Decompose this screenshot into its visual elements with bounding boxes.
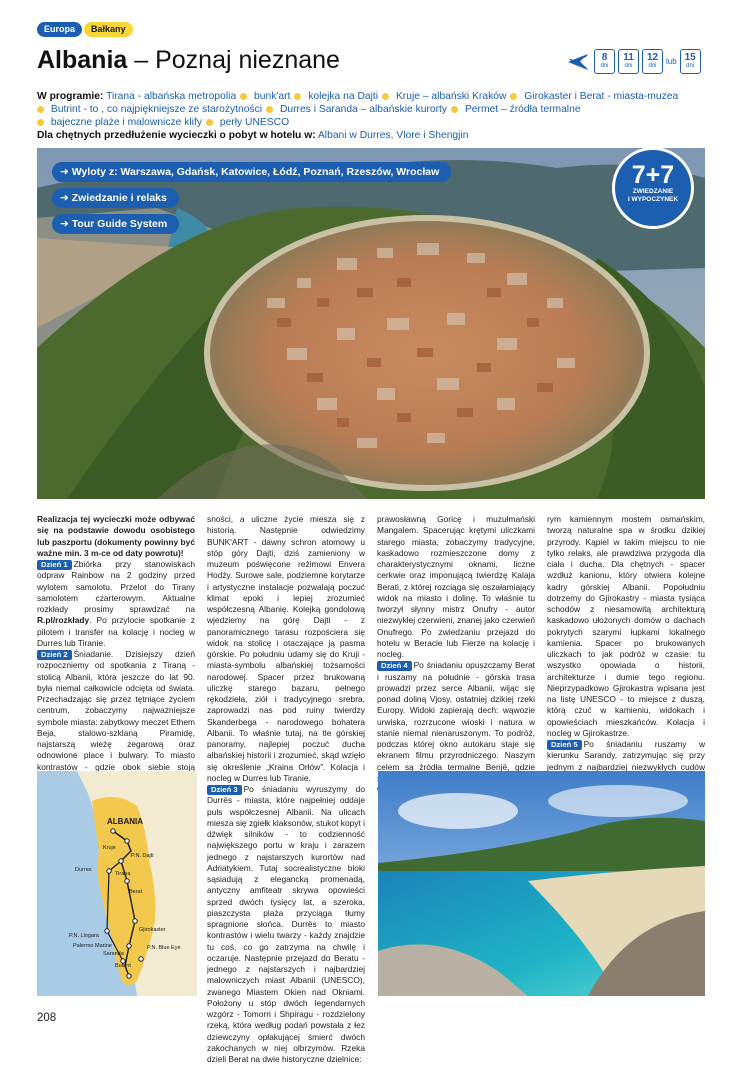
map-place-blue-eye: P.N. Blue Eye <box>147 945 181 951</box>
day-2-tag: Dzień 2 <box>37 650 72 660</box>
map-place-gjirokaster: Gjirokaster <box>139 927 166 933</box>
map-place-palermo: Palermo Marine <box>73 943 112 949</box>
program-item: kolejka na Dajti <box>308 91 379 102</box>
duration-12-days[interactable]: 12 dni <box>642 49 663 74</box>
map-place-berat: Berat <box>129 889 143 895</box>
badge-line-1: ZWIEDZANIE <box>632 188 674 195</box>
program-item: perły UNESCO <box>219 117 290 128</box>
bullet-icon <box>382 93 389 100</box>
map-place-saranda: Saranda <box>103 951 124 957</box>
breadcrumb-europe[interactable]: Europa <box>37 22 82 37</box>
title-country: Albania <box>37 46 128 74</box>
document-notice: Realizacja tej wycieczki może odbywać się na podstawie dowodu osobistego lub paszportu (dokumenty powinny być ważne min. 3 m-ce od daty powrotu)! <box>37 514 195 558</box>
program-item: bajeczne plaże i malownicze klify <box>50 117 202 128</box>
program-item: Tirana - albańska metropolia <box>106 91 237 102</box>
bullet-icon <box>37 106 44 113</box>
day-2-continued: sności, a uliczne życie miesza się z historią. Następnie odwiedzimy BUNK'ART - dawny schron atomowy u stóp góry Dajti, dziś zamieniony w muzeum poświęcone reżimowi Envera Hodży. Surowe sale, podziemne korytarze i artystyczne instalacje pozwalają poczuć klimat epoki i lepiej zrozumieć współczesną Albanię. Kolejką gondolową wjedziemy na górę Dajti - z panoramicznego tarasu rozpościera się widok na stolicę i otaczające ją pasma górskie. Po południu udamy się do Kruji - miasta-symbolu albańskiej tożsamości narodowej. Spacer przez brukowaną uliczkę starego bazaru, pełnego rękodzieła, ziół i tradycyjnego srebra, zaprowadzi nas pod ruiny twierdzy Skanderbega - narodowego bohatera Albanii. To właśnie tutaj, na tle górskiej panoramy, najlepiej poczuć ducha albańskiej historii i zrozumieć, skąd wzięło się określenie „Kraina Orłów”. Kolacja i nocleg w Durres lub Tiranie. <box>207 514 365 783</box>
map-place-durres: Durres <box>75 867 92 873</box>
duration-or: lub <box>666 57 677 66</box>
program-item: Kruje – albański Kraków <box>395 91 507 102</box>
day-4-text: Po śniadaniu opuszczamy Berat i ruszamy na południe - górska trasa prowadzi przez serce Albanii, wijąc się ponad doliną Vjosy, ostatniej dzikiej rzeki Europy. Widoki zapierają dech: wąwozie urwiska, rozrzucone wioski i natura w stanie niemal nienaruszonym. To podróż, podczas której okno autokaru staje się ekranem filmu przyrodniczego. Naszym celem są źródła termalne Benjë, gdzie <box>377 660 535 772</box>
bullet-icon <box>510 93 517 100</box>
day-1-text: Zbiórka przy stanowiskach odpraw Rainbow na 2 godziny przed wylotem samolotu. Przelot do Tirany samolotem czarterowym. Aktualne rozkłady prosimy sprawdzać na <box>37 559 195 614</box>
map-place-kruje: Kruje <box>103 845 116 851</box>
extension-label: Dla chętnych przedłużenie wycieczki o pobyt w hotelu w: <box>37 130 316 141</box>
plane-icon <box>566 50 590 72</box>
bullet-icon <box>266 106 273 113</box>
day-5-text: Po śniadaniu ruszamy w kierunku Sarandy, zatrzymując się przy jednym z najbardziej niezwykłych cudów <box>547 739 705 772</box>
bullet-icon <box>206 119 213 126</box>
program-item: bunk'art <box>254 91 291 102</box>
text-column-4 <box>547 514 705 795</box>
program-item: Permet – źródła termalne <box>464 104 581 115</box>
bullet-icon <box>451 106 458 113</box>
program-item: Girokaster i Berat - miasta-muzea <box>524 91 679 102</box>
page-title <box>37 46 340 75</box>
day-3-continued: prawosławną Goricę i muzułmański Mangalem. Spacerując krętymi uliczkami starego miasta, zobaczymy tradycyjne, kaskadowo rozmieszczone domy z charakterystycznymi oknami, liczne cerkwie oraz imponującą twierdzę Kalaja Berati, z której rozciąga się oszałamiający widok na miasto i dolinę. To właśnie tu tworzył słynny mistrz Onufry - autor niezwykłej czerwieni, znanej jako czerwień Onufrego. Po zwiedzaniu przejazd do hotelu w Beracie lub Fierze na kolację i nocleg. <box>377 514 535 659</box>
sightseeing-pill: ➜ Zwiedzanie i relaks <box>52 188 179 208</box>
bullet-icon <box>294 93 301 100</box>
bullet-icon <box>37 119 44 126</box>
beach-image <box>378 771 705 996</box>
breadcrumb-balkans[interactable]: Bałkany <box>84 22 133 37</box>
badge-line-2: I WYPOCZYNEK <box>627 196 679 203</box>
day-4-continued: rym kamiennym mostem osmańskim, tworzą naturalne spa w środku dzikiej przyrody. Kąpiel w takim miejscu to nie tylko relaks, ale prawdziwa przygoda dla ciała i ducha. Dla chętnych - spacer wzdłuż kanionu, który otwiera kolejne kadry górskiej Albanii. Popołudniu dotrzemy do Gjirokastry - miasta tysiąca schodów z niesamowitą architekturą kaskadowo ułożonych domów o dachach pokrytych szarymi łupkami lokalnego kamienia. Spacer po brukowanych uliczkach to jak podróż w czasie: tu wszystko opowiada o historii, architekturze i dumie tego regionu. Nieprzypadkowo Gjirokastra wpisana jest na listę UNESCO - to miejsce z duszą, którą czuć w kamieniu, widokach i opowieściach mieszkańców. Kolacja i nocleg w Gjirokastrze. <box>547 514 705 738</box>
map-place-llogara: P.N. Llogara <box>69 933 99 939</box>
text-column-3 <box>377 514 535 795</box>
program-list <box>37 90 717 142</box>
badge-number: 7+7 <box>631 161 675 189</box>
day-3-text: Po śniadaniu wyruszymy do Durrës - miasta, które najpełniej oddaje puls współczesnej Albanii. Na ulicach miesza się zgiełk klaksonów, stukot kopyt i dźwięk silników - to codzienność największego portu w kraju i zarazem jednego z najstarszych kurortów nad Adriatykiem. Tutaj socrealistyczne bloki sąsiadują z elegancką promenadą, antyczny amfiteatr skrywa opowieści sprzed dwóch tysięcy lat, a szeroka, piaszczysta plaża przyciąga tłumy spragnione słońca. Durrës to miasto kontrastów i wielu twarzy - każdy znajdzie tu coś, co go zatrzyma na chwilę i oczaruje. Następnie przejazd do Beratu - jednego z najstarszych i najbardziej malowniczych miast Albanii (UNESCO), zwanego Miastem Okien nad Okniami. Położony u stóp dwóch legendarnych wzgórz - Tomorri i Shpiragu - rozdzielony rzeką, która według podań powstała z łez dziewczyny opłakującej śmierć dwóch zakochanych w niej olbrzymów. Rzeka dzieli Berat na dwie historyczne dzielnice: <box>207 784 365 1064</box>
map-place-dajti: P.N. Dajti <box>131 853 154 859</box>
bullet-icon <box>240 93 247 100</box>
day-4-tag: Dzień 4 <box>377 661 412 671</box>
map-country-label: ALBANIA <box>107 817 143 826</box>
day-1-text-end: . Po przylocie spotkanie z pilotem i transfer na kolację i nocleg w Durres lub Tiranie. <box>37 615 195 648</box>
map-place-tirana: Tirana <box>115 871 131 877</box>
day-3-tag: Dzień 3 <box>207 785 242 795</box>
schedule-link[interactable]: R.pl/rozkłady <box>37 615 90 626</box>
text-column-2 <box>207 514 365 1065</box>
day-1-tag: Dzień 1 <box>37 560 72 570</box>
program-item: Butrint - to , co najpiękniejsze ze starożytności <box>50 104 263 115</box>
beach-photo <box>378 771 705 996</box>
extension-value: Albani w Durres, Vlore i Shengjin <box>317 130 469 141</box>
departures-pill: ➜ Wyloty z: Warszawa, Gdańsk, Katowice, Łódź, Poznań, Rzeszów, Wrocław <box>52 162 451 182</box>
program-item: Durres i Saranda – albańskie kurorty <box>279 104 448 115</box>
duration-11-days[interactable]: 11 dni <box>618 49 639 74</box>
day-2-text: Śniadanie. Dzisiejszy dzień rozpoczniemy od spotkania z Tiraną - stolicą Albanii, która jeszcze do lat 90. była niemal całkowicie odcięta od świata. Przechadzając się przez tętniące życiem centrum, zobaczymy najważniejsze symbole miasta: zabytkowy meczet Ethem Beja, stalowo-szklaną Piramidę, najstarszą wieżę zegarową oraz odnowione place i bulwary. To miasto kontrastów - gdzie obok siebie stoją <box>37 649 195 772</box>
route-map <box>37 771 197 996</box>
text-column-1 <box>37 514 195 795</box>
sightseeing-relax-badge <box>612 147 694 229</box>
page-number: 208 <box>37 1012 57 1024</box>
duration-options <box>594 49 701 74</box>
tour-guide-pill: ➜ Tour Guide System <box>52 214 179 234</box>
program-label: W programie: <box>37 91 104 102</box>
duration-8-days[interactable]: 8 dni <box>594 49 615 74</box>
duration-15-days[interactable]: 15 dni <box>680 49 701 74</box>
breadcrumb <box>37 22 133 37</box>
day-5-tag: Dzień 5 <box>547 740 582 750</box>
map-place-butrint: Butrint <box>115 963 131 969</box>
title-subtitle: – Poznaj nieznane <box>127 46 340 74</box>
